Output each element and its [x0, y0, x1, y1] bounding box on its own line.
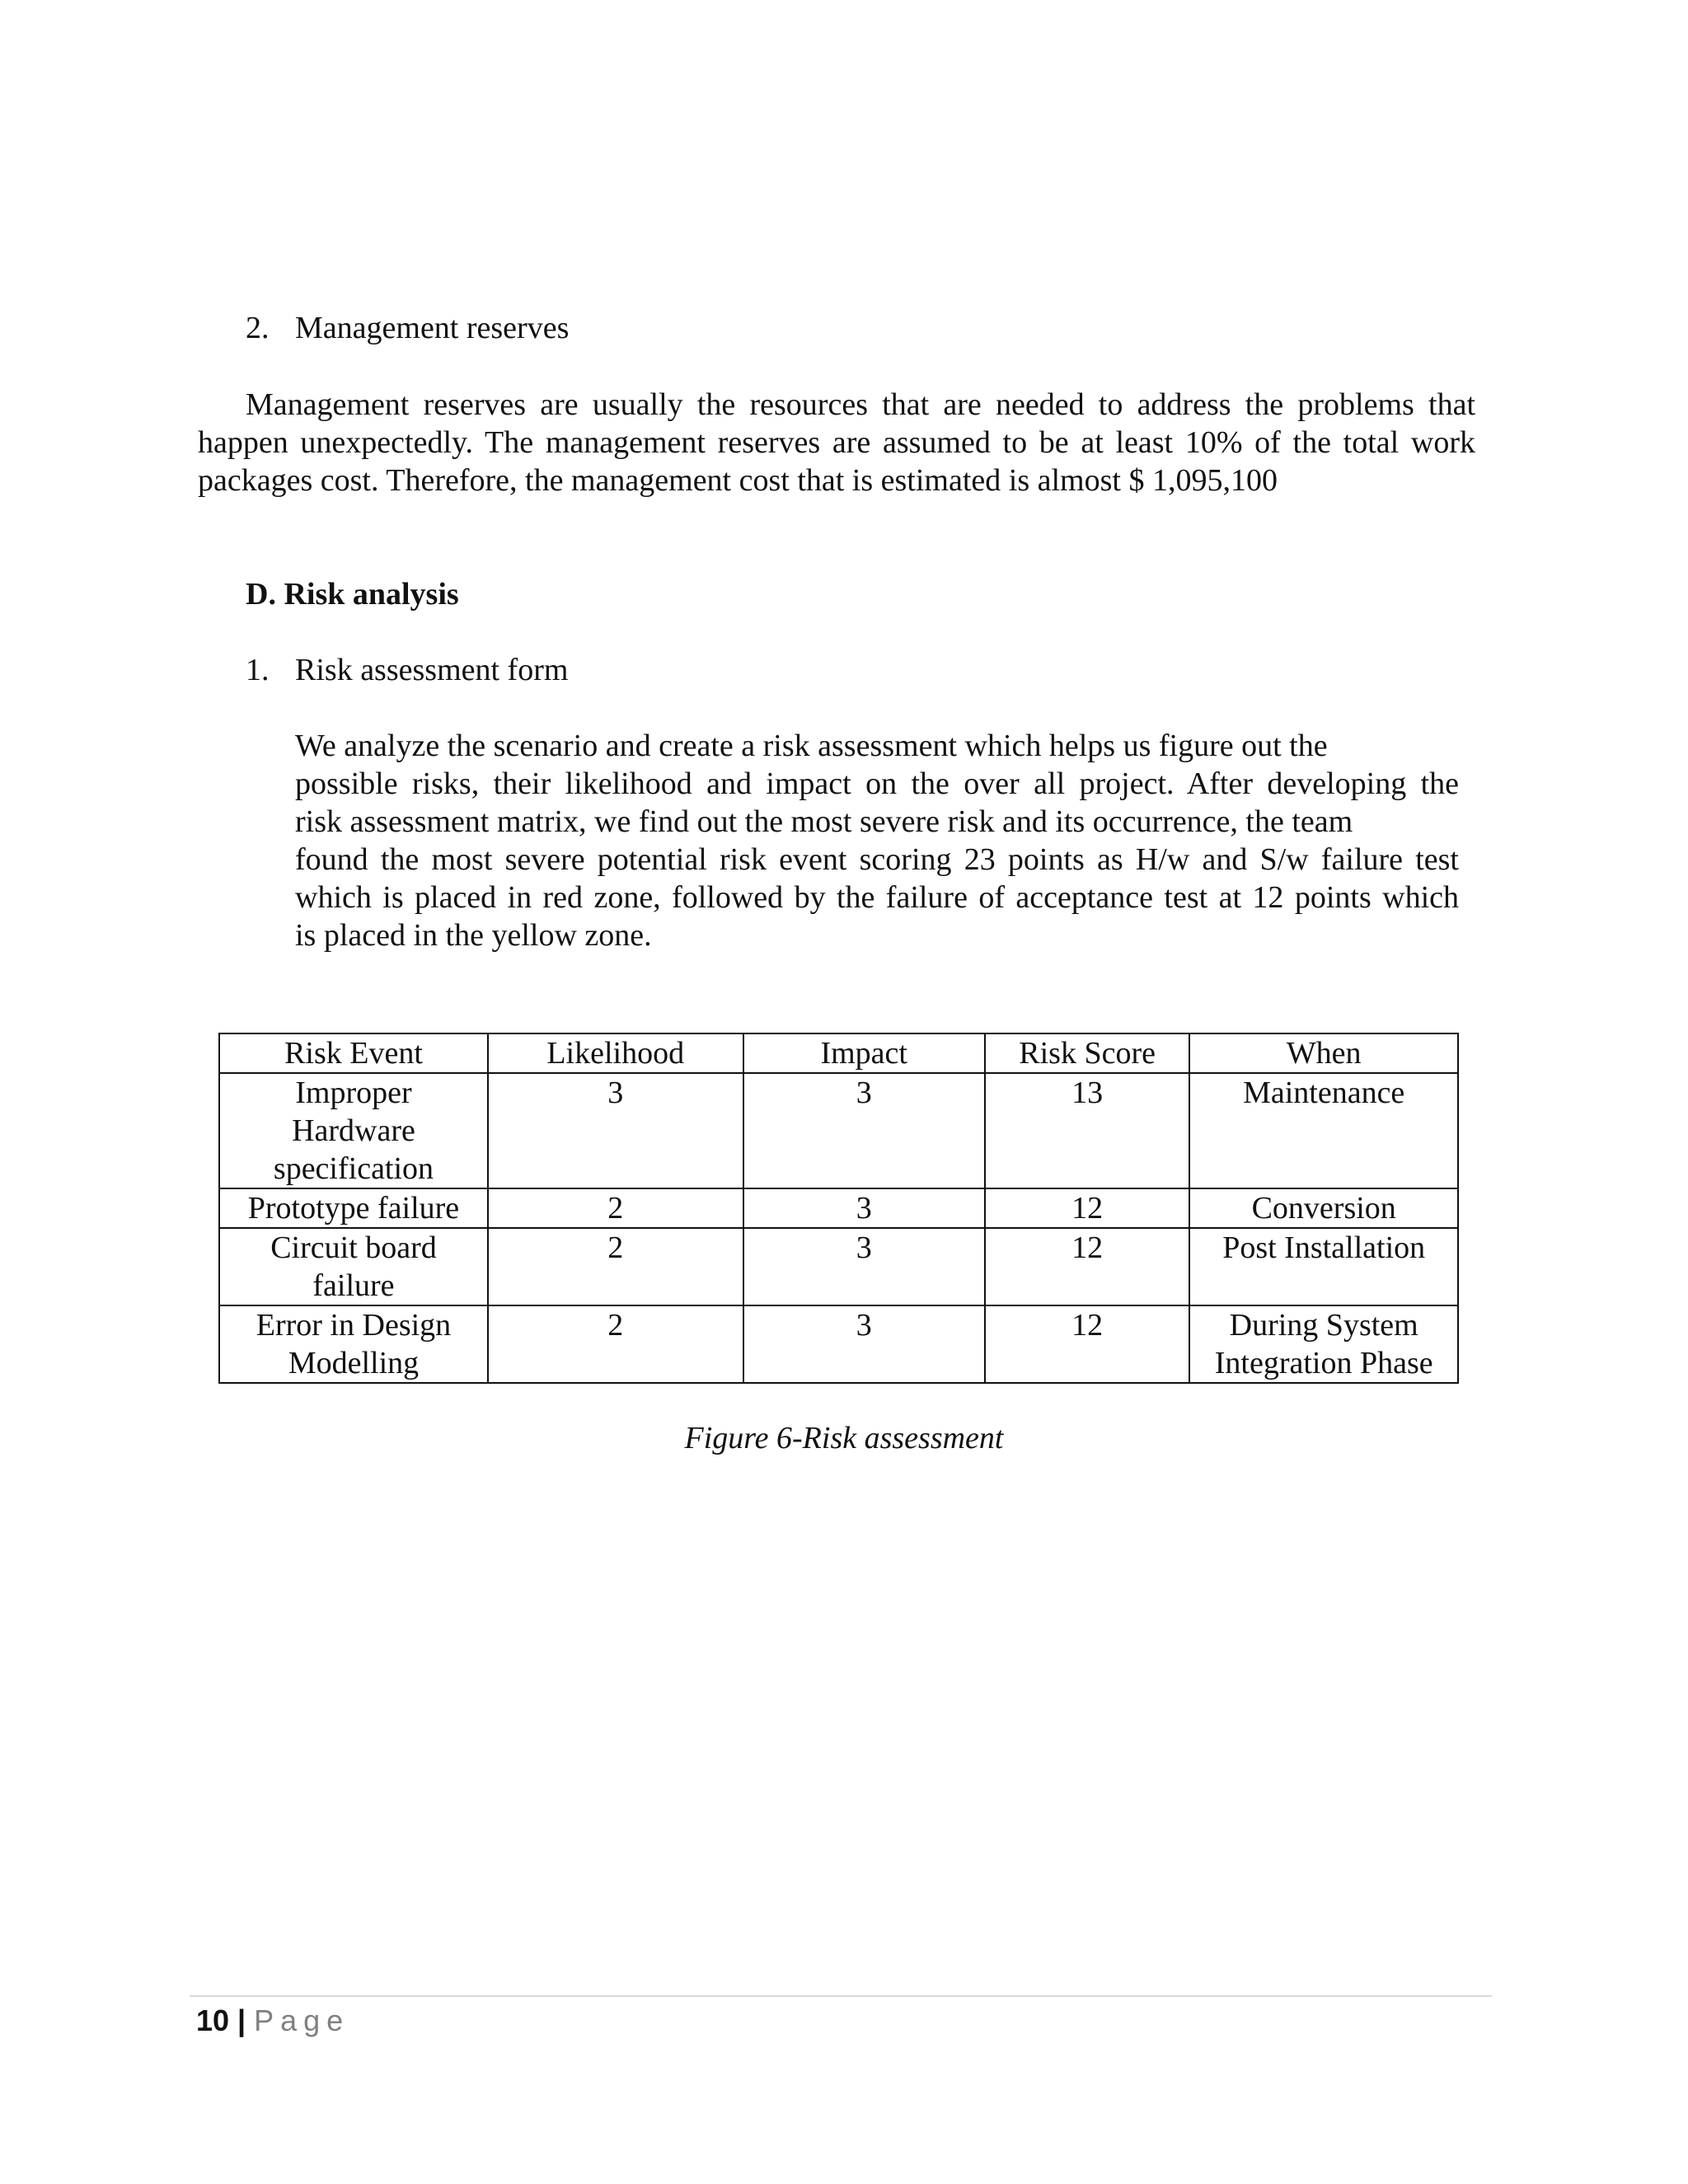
risk-assessment-paragraph	[295, 727, 1459, 954]
paragraph-line: is placed in the yellow zone.	[295, 918, 652, 953]
page-label: Page	[254, 2004, 350, 2037]
cell-impact: 3	[743, 1188, 985, 1228]
cell-risk-event: Prototype failure	[219, 1188, 488, 1228]
list-number: 2.	[246, 311, 270, 345]
page-footer	[196, 2003, 349, 2039]
list-title: Risk assessment form	[295, 653, 569, 687]
table-row	[219, 1228, 1458, 1305]
cell-risk-score: 12	[985, 1228, 1189, 1305]
cell-risk-score: 12	[985, 1188, 1189, 1228]
column-header-risk-score: Risk Score	[985, 1033, 1189, 1073]
list-item-risk-assessment-form	[246, 651, 568, 689]
table-row	[219, 1188, 1458, 1228]
cell-likelihood: 2	[488, 1188, 743, 1228]
table-row	[219, 1305, 1458, 1383]
cell-when: Post Installation	[1189, 1228, 1458, 1305]
column-header-when: When	[1189, 1033, 1458, 1073]
management-reserves-paragraph	[198, 386, 1475, 499]
footer-separator: |	[237, 2004, 246, 2037]
cell-risk-score: 13	[985, 1073, 1189, 1188]
risk-assessment-table	[218, 1033, 1459, 1384]
list-number: 1.	[246, 653, 270, 687]
section-heading-risk-analysis: D. Risk analysis	[246, 577, 459, 612]
cell-risk-event: Error in Design Modelling	[219, 1305, 488, 1383]
paragraph-line: which is placed in red zone, followed by the failure of acceptance test at 12 points which	[295, 880, 1459, 915]
footer-divider	[190, 1995, 1492, 1997]
cell-when: Maintenance	[1189, 1073, 1458, 1188]
paragraph-line: happen unexpectedly. The management reserves are assumed to be at least 10% of the total work	[198, 425, 1475, 460]
cell-impact: 3	[743, 1228, 985, 1305]
cell-likelihood: 3	[488, 1073, 743, 1188]
cell-likelihood: 2	[488, 1228, 743, 1305]
cell-impact: 3	[743, 1073, 985, 1188]
paragraph-line: possible risks, their likelihood and impact on the over all project. After developing the	[295, 766, 1459, 801]
cell-when: Conversion	[1189, 1188, 1458, 1228]
paragraph-line: packages cost. Therefore, the management cost that is estimated is almost $ 1,095,100	[198, 463, 1278, 498]
cell-impact: 3	[743, 1305, 985, 1383]
cell-likelihood: 2	[488, 1305, 743, 1383]
table-row	[219, 1073, 1458, 1188]
list-title: Management reserves	[295, 311, 570, 345]
cell-risk-event: Circuit board failure	[219, 1228, 488, 1305]
paragraph-line: Management reserves are usually the resources that are needed to address the problems that	[246, 387, 1475, 422]
cell-when: During System Integration Phase	[1189, 1305, 1458, 1383]
page-number: 10	[196, 2004, 230, 2037]
column-header-risk-event: Risk Event	[219, 1033, 488, 1073]
paragraph-line: risk assessment matrix, we find out the most severe risk and its occurrence, the team	[295, 804, 1353, 839]
paragraph-line: found the most severe potential risk event scoring 23 points as H/w and S/w failure test	[295, 842, 1459, 877]
figure-caption: Figure 6-Risk assessment	[684, 1421, 1004, 1455]
table-header-row	[219, 1033, 1458, 1073]
column-header-likelihood: Likelihood	[488, 1033, 743, 1073]
cell-risk-score: 12	[985, 1305, 1189, 1383]
column-header-impact: Impact	[743, 1033, 985, 1073]
cell-risk-event: Improper Hardware specification	[219, 1073, 488, 1188]
list-item-management-reserves	[246, 309, 569, 347]
paragraph-line: We analyze the scenario and create a risk assessment which helps us figure out the	[295, 729, 1328, 763]
